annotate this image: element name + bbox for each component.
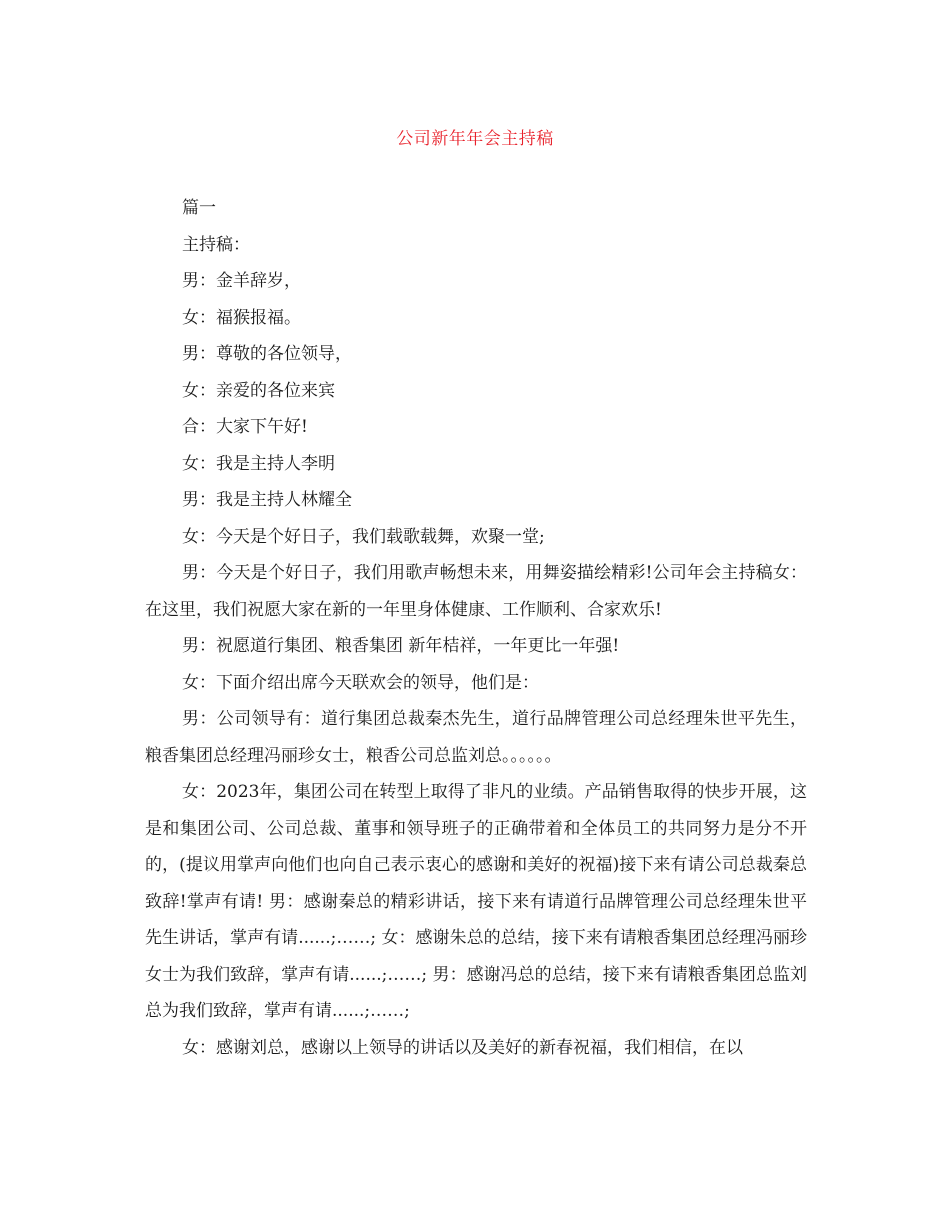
paragraph: 篇一 (182, 198, 216, 218)
paragraph: 女：今天是个好日子，我们载歌载舞，欢聚一堂; (182, 526, 545, 547)
paragraph: 女：2023年，集团公司在转型上取得了非凡的业绩。产品销售取得的快步开展，这是和集团公司、公司总裁、董事和领导班子的正确带着和全体员工的共同努力是分不开的，(提议用掌声向他们也向自己表示衷心的感谢和美好的祝福)接下来有请公司总裁秦总致辞!掌声有请! 男：感谢秦总的精彩讲话，接下来有请道行品牌管理公司总经理朱世平先生讲话，掌声有请......;……; 女：感谢朱总的总结，接下来有请粮香集团总经理冯丽珍女士为我们致辞，掌声有请......;……; 男：感谢冯总的总结，接下来有请粮香集团总监刘总为我们致辞，掌声有请......;……; (145, 782, 807, 1021)
paragraph: 男：祝愿道行集团、粮香集团 新年桔祥，一年更比一年强! (182, 636, 620, 656)
paragraph: 女：感谢刘总，感谢以上领导的讲话以及美好的新春祝福，我们相信，在以 (182, 1037, 743, 1058)
paragraph: 女：下面介绍出席今天联欢会的领导，他们是： (182, 672, 539, 693)
paragraph: 女：我是主持人李明 (182, 453, 335, 474)
document-title: 公司新年年会主持稿 (396, 129, 554, 149)
paragraph: 男：金羊辞岁， (182, 271, 301, 291)
paragraph: 女：亲爱的各位来宾 (182, 380, 335, 401)
document-body (145, 190, 807, 1066)
paragraph: 男：我是主持人林耀全 (182, 490, 352, 510)
paragraph: 合：大家下午好! (182, 417, 308, 437)
paragraph: 女：福猴报福。 (182, 307, 301, 328)
paragraph: 男：公司领导有：道行集团总裁秦杰先生，道行品牌管理公司总经理朱世平先生，粮香集团总经理冯丽珍女士，粮香公司总监刘总。。。。。。 (145, 709, 807, 766)
paragraph: 主持稿： (182, 234, 250, 255)
paragraph: 男：今天是个好日子，我们用歌声畅想未来，用舞姿描绘精彩!公司年会主持稿女：在这里，我们祝愿大家在新的一年里身体健康、工作顺利、合家欢乐! (145, 563, 807, 620)
paragraph: 男：尊敬的各位领导， (182, 344, 352, 364)
